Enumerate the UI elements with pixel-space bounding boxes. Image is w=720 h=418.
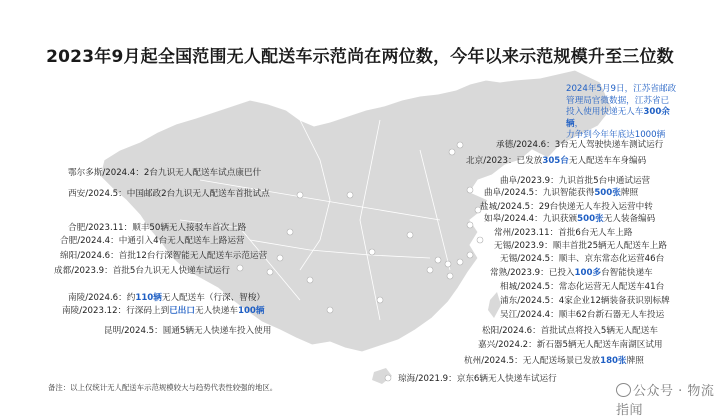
callout-comma: ， — [574, 118, 584, 129]
city-dot — [307, 277, 313, 283]
city-dot — [477, 237, 483, 243]
label-wuxi-2023: 无锡/2023.9：顺丰首批25辆无人配送车上路 — [494, 241, 667, 251]
city-dot — [407, 232, 413, 238]
city-dot — [447, 273, 453, 279]
label-changshu: 常熟/2023.9：已投入100多台智能快递车 — [490, 268, 653, 278]
label-pudong: 浦东/2024.5：4家企业12辆装备获识别标牌 — [500, 296, 670, 306]
wechat-icon — [616, 383, 631, 397]
city-dot — [377, 297, 383, 303]
callout-line-4: 力争到今年年底达1000辆 — [566, 130, 666, 140]
city-dot — [237, 265, 243, 271]
city-dot — [347, 192, 353, 198]
city-dot — [457, 142, 463, 148]
label-songyang: 松阳/2024.6：首批试点将投入5辆无人配送车 — [482, 326, 658, 336]
callout-line-2: 管理局官微数据，江苏省已 — [566, 95, 670, 106]
jiangsu-callout — [566, 84, 686, 142]
label-qionghai: 琼海/2021.9：京东6辆无人快递车试运行 — [398, 374, 557, 384]
footnote: 备注：以上仅统计无人配送车示范规模较大与趋势代表性较强的地区。 — [48, 383, 278, 392]
city-dot — [467, 252, 473, 258]
page-title: 2023年9月起全国范围无人配送车示范尚在两位数，今年以来示范规模升至三位数 — [46, 47, 674, 67]
label-hefei-2024: 合肥/2024.4：中通引入4台无人配送车上路运营 — [60, 236, 245, 246]
label-wuxi-2024: 无锡/2024.5：顺丰、京东常态化运营46台 — [500, 254, 665, 264]
city-dot — [449, 149, 455, 155]
label-mianyang: 绵阳/2024.6：首批12台行深智能无人配送车示范运营 — [60, 251, 268, 261]
callout-highlight: 300余辆 — [566, 107, 670, 129]
label-hefei-2023: 合肥/2023.11：顺丰50辆无人接驳车首次上路 — [68, 223, 247, 233]
callout-line-1: 2024年5月9日，江苏省邮政 — [566, 84, 677, 94]
label-qufu-2024: 曲阜/2024.5：九识智能获得500张牌照 — [484, 188, 639, 198]
city-dot — [457, 259, 463, 265]
city-dot — [327, 307, 333, 313]
label-beijing: 北京/2023：已发放305台无人配送车车身编码 — [466, 156, 647, 166]
city-dot — [277, 255, 283, 261]
label-nanling-2023: 南陵/2023.12：行深码上到已出口无人快递车100辆 — [62, 306, 265, 316]
label-yancheng: 盐城/2024.5：29台快递无人车投入运营中转 — [480, 202, 653, 212]
city-dot — [267, 269, 273, 275]
city-dot — [435, 257, 441, 263]
label-kunming: 昆明/2024.5：圆通5辆无人快递车投入使用 — [104, 326, 272, 336]
label-xiangcheng: 相城/2024.5：常态化运营无人配送车41台 — [500, 282, 665, 292]
label-rugao: 如皋/2024.4：九识获颁500张无人装备编码 — [484, 214, 656, 224]
watermark-text: 公众号 · 物流指闻 — [616, 384, 715, 418]
watermark — [616, 380, 720, 418]
label-nanling-2024: 南陵/2024.6：约110辆无人配送车（行深、智梭） — [68, 293, 266, 303]
city-dot — [369, 249, 375, 255]
label-chengde: 承德/2024.6：3台无人驾驶快递车测试运行 — [496, 140, 664, 150]
label-hangzhou: 杭州/2024.5：无人配送场景已发放180张牌照 — [464, 356, 644, 366]
label-jiaxing: 嘉兴/2024.2：新石器5辆无人配送车南湖区试用 — [478, 340, 663, 350]
city-dot — [467, 222, 473, 228]
city-dot — [427, 267, 433, 273]
city-dot — [287, 229, 293, 235]
callout-line-3 — [566, 107, 686, 130]
label-chengdu: 成都/2023.9：首批5台九识无人快递车试运行 — [54, 266, 230, 276]
callout-text: 投入使用快递无人车 — [566, 107, 644, 117]
label-changzhou: 常州/2023.11：首批6台无人车上路 — [494, 228, 633, 238]
label-ordos: 鄂尔多斯/2024.4：2台九识无人配送车试点康巴什 — [68, 168, 262, 178]
city-dot — [467, 187, 473, 193]
city-dot — [445, 261, 451, 267]
city-dot — [297, 192, 303, 198]
city-dot — [385, 375, 391, 381]
label-qufu-2023: 曲阜/2023.9：九识首批5台申通试运营 — [500, 176, 651, 186]
label-xian: 西安/2024.5：中国邮政2台九识无人配送车首批试点 — [68, 189, 270, 199]
label-wujiang: 吴江/2024.4：顺丰62台新石器无人车投运 — [500, 310, 665, 320]
